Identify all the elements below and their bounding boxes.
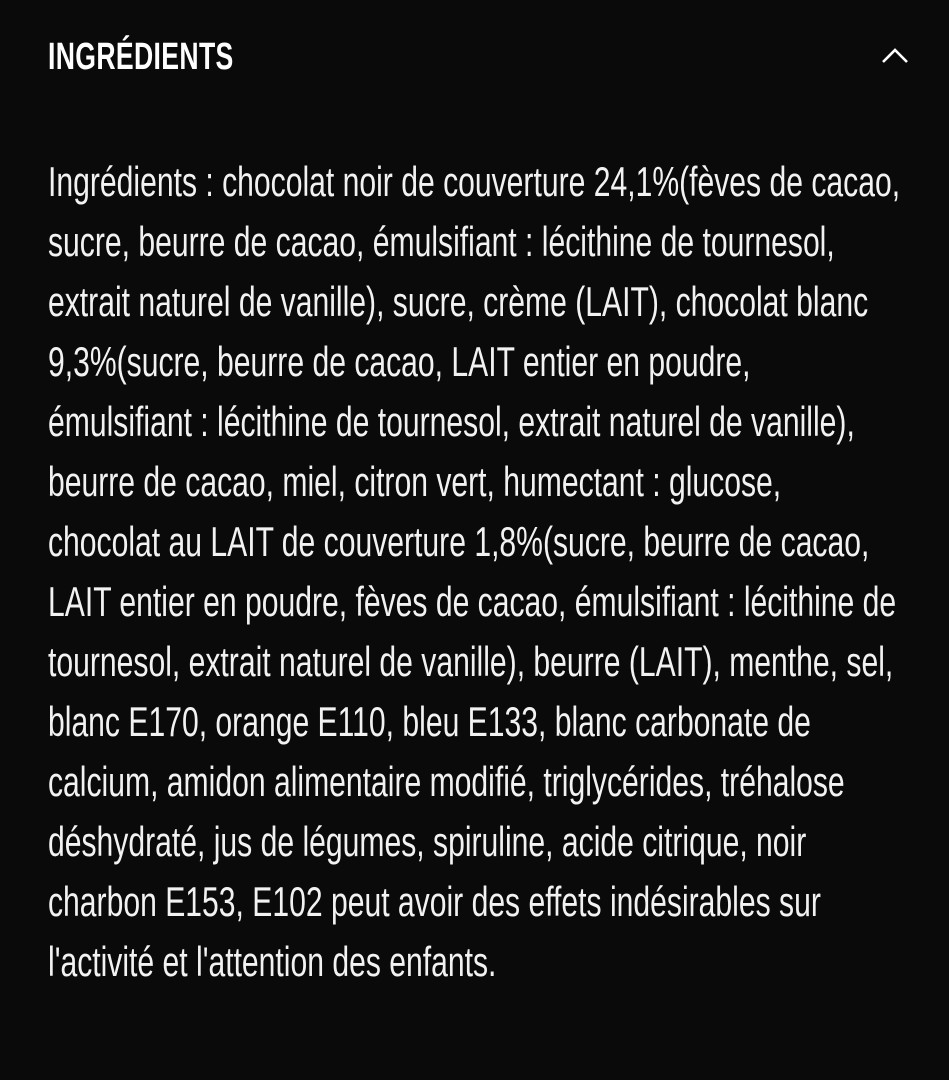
- ingredients-section-title: INGRÉDIENTS: [48, 36, 234, 78]
- chevron-up-icon: [880, 47, 910, 65]
- ingredients-body-text: Ingrédients : chocolat noir de couverture 24,1%(fèves de cacao, sucre, beurre de cacao, émulsifiant : lécithine de tournesol, extrait naturel de vanille), sucre, crème (LAIT), chocolat blanc 9,3%(sucre, beurre de cacao, LAIT entier en poudre, émulsifiant : lécithine de tournesol, extrait naturel de vanille), beurre de cacao, miel, citron vert, humectant : glucose, chocolat au LAIT de couverture 1,8%(sucre, beurre de cacao, LAIT entier en poudre, fèves de cacao, émulsifiant : lécithine de tournesol, extrait naturel de vanille), beurre (LAIT), menthe, sel, blanc E170, orange E110, bleu E133, blanc carbonate de calcium, amidon alimentaire modifié, triglycérides, tréhalose déshydraté, jus de légumes, spiruline, acide citrique, noir charbon E153, E102 peut avoir des effets indésirables sur l'activité et l'attention des enfants.: [48, 158, 901, 985]
- collapse-section-button[interactable]: [873, 36, 917, 76]
- ingredients-section-header[interactable]: [0, 0, 949, 96]
